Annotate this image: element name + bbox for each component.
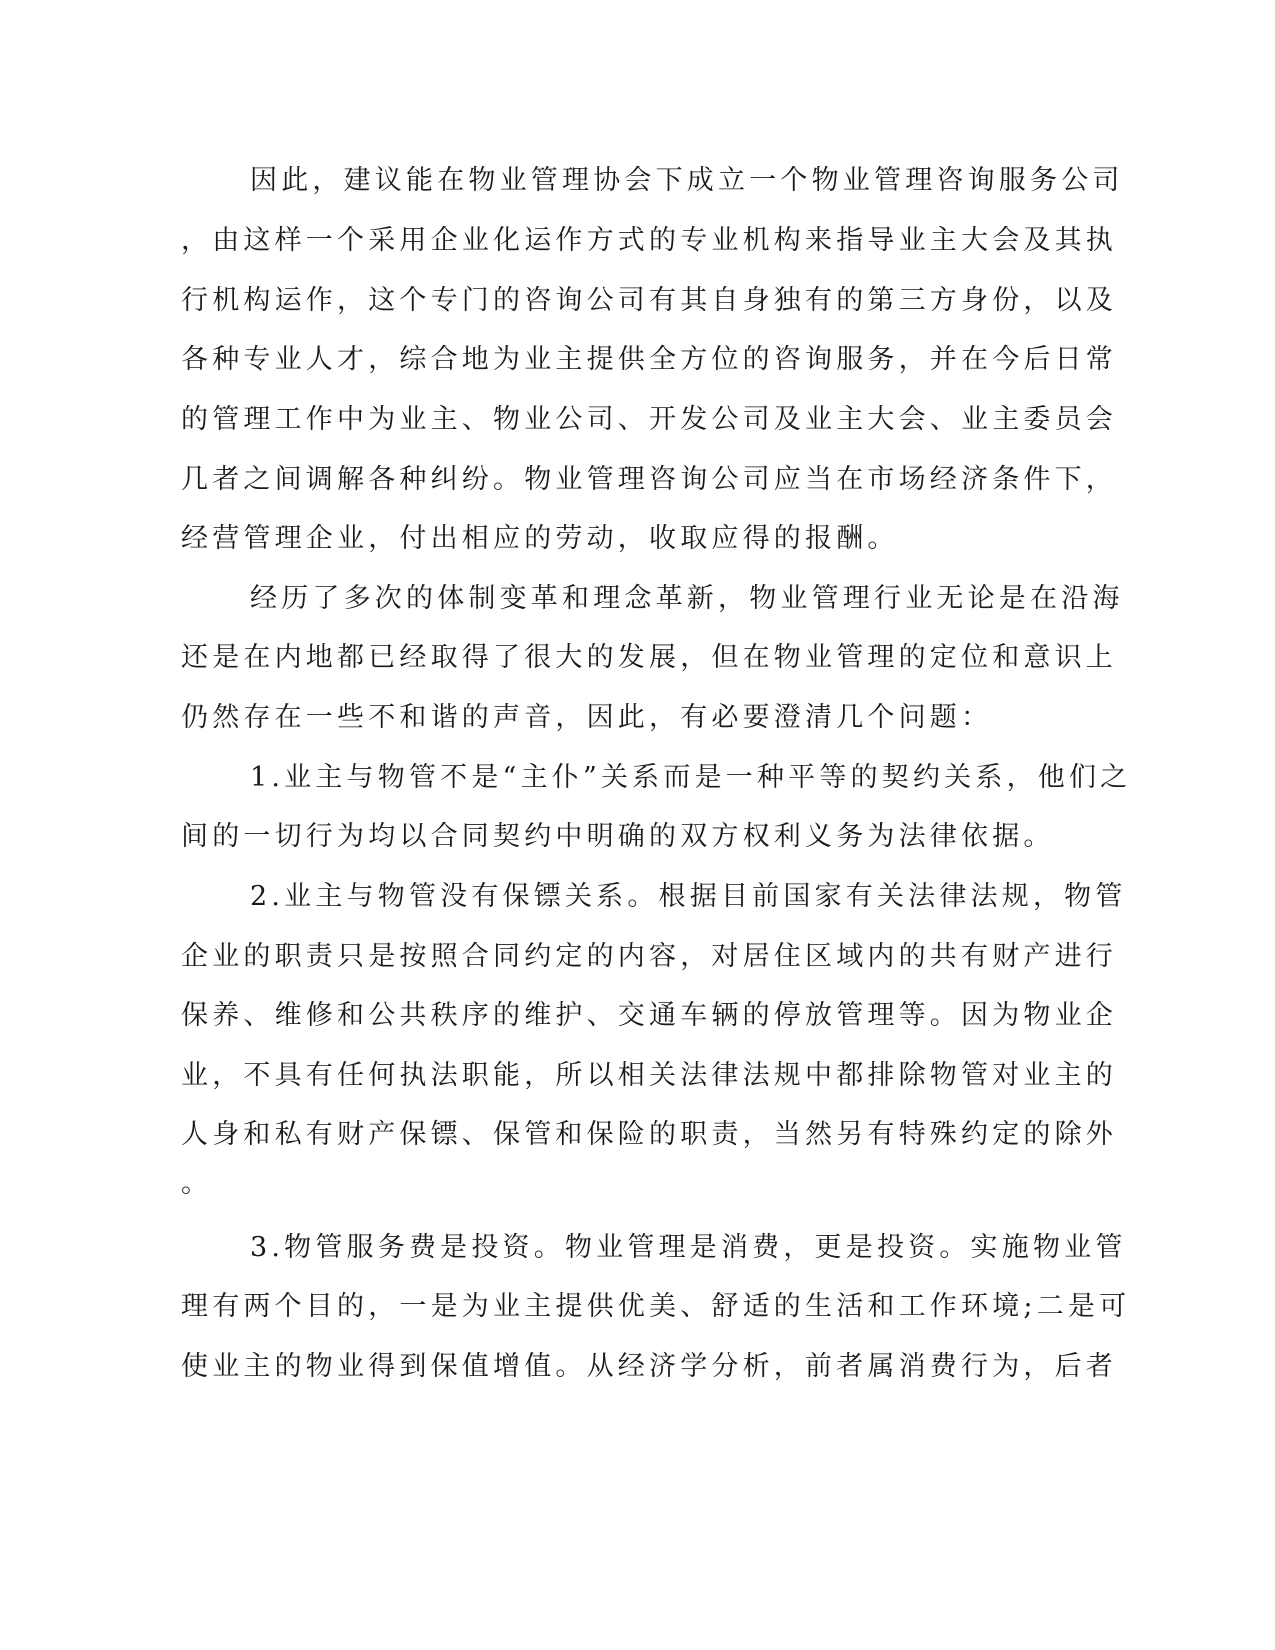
paragraph-2-line-1: 经历了多次的体制变革和理念革新，物业管理行业无论是在沿海 (250, 583, 1124, 614)
paragraph-1-line-4: 各种专业人才，综合地为业主提供全方位的咨询服务，并在今后日常 (181, 344, 1117, 375)
paragraph-3-line-1: 1.业主与物管不是“主仆”关系而是一种平等的契约关系，他们之 (250, 762, 1132, 793)
paragraph-5-line-2: 理有两个目的，一是为业主提供优美、舒适的生活和工作环境;二是可 (181, 1291, 1131, 1322)
paragraph-4-line-6: 。 (181, 1168, 213, 1199)
paragraph-1-line-6: 几者之间调解各种纠纷。物业管理咨询公司应当在市场经济条件下， (181, 464, 1117, 495)
paragraph-1-line-3: 行机构运作，这个专门的咨询公司有其自身独有的第三方身份，以及 (181, 285, 1117, 316)
paragraph-1-line-7: 经营管理企业，付出相应的劳动，收取应得的报酬。 (181, 523, 899, 554)
paragraph-4-line-3: 保养、维修和公共秩序的维护、交通车辆的停放管理等。因为物业企 (181, 1000, 1117, 1031)
paragraph-3-line-2: 间的一切行为均以合同契约中明确的双方权利义务为法律依据。 (181, 821, 1055, 852)
paragraph-4-line-4: 业，不具有任何执法职能，所以相关法律法规中都排除物管对业主的 (181, 1060, 1117, 1091)
paragraph-1-line-1: 因此，建议能在物业管理协会下成立一个物业管理咨询服务公司 (250, 165, 1124, 196)
paragraph-5-line-3: 使业主的物业得到保值增值。从经济学分析，前者属消费行为，后者 (181, 1351, 1117, 1382)
paragraph-4-line-2: 企业的职责只是按照合同约定的内容，对居住区域内的共有财产进行 (181, 941, 1117, 972)
paragraph-4-line-1: 2.业主与物管没有保镖关系。根据目前国家有关法律法规，物管 (250, 881, 1127, 912)
paragraph-2-line-2: 还是在内地都已经取得了很大的发展，但在物业管理的定位和意识上 (181, 642, 1117, 673)
paragraph-5-line-1: 3.物管服务费是投资。物业管理是消费，更是投资。实施物业管 (250, 1232, 1127, 1263)
paragraph-1-line-2: ，由这样一个采用企业化运作方式的专业机构来指导业主大会及其执 (181, 225, 1117, 256)
paragraph-2-line-3: 仍然存在一些不和谐的声音，因此，有必要澄清几个问题： (181, 702, 993, 733)
paragraph-1-line-5: 的管理工作中为业主、物业公司、开发公司及业主大会、业主委员会 (181, 404, 1117, 435)
paragraph-4-line-5: 人身和私有财产保镖、保管和保险的职责，当然另有特殊约定的除外 (181, 1119, 1117, 1150)
